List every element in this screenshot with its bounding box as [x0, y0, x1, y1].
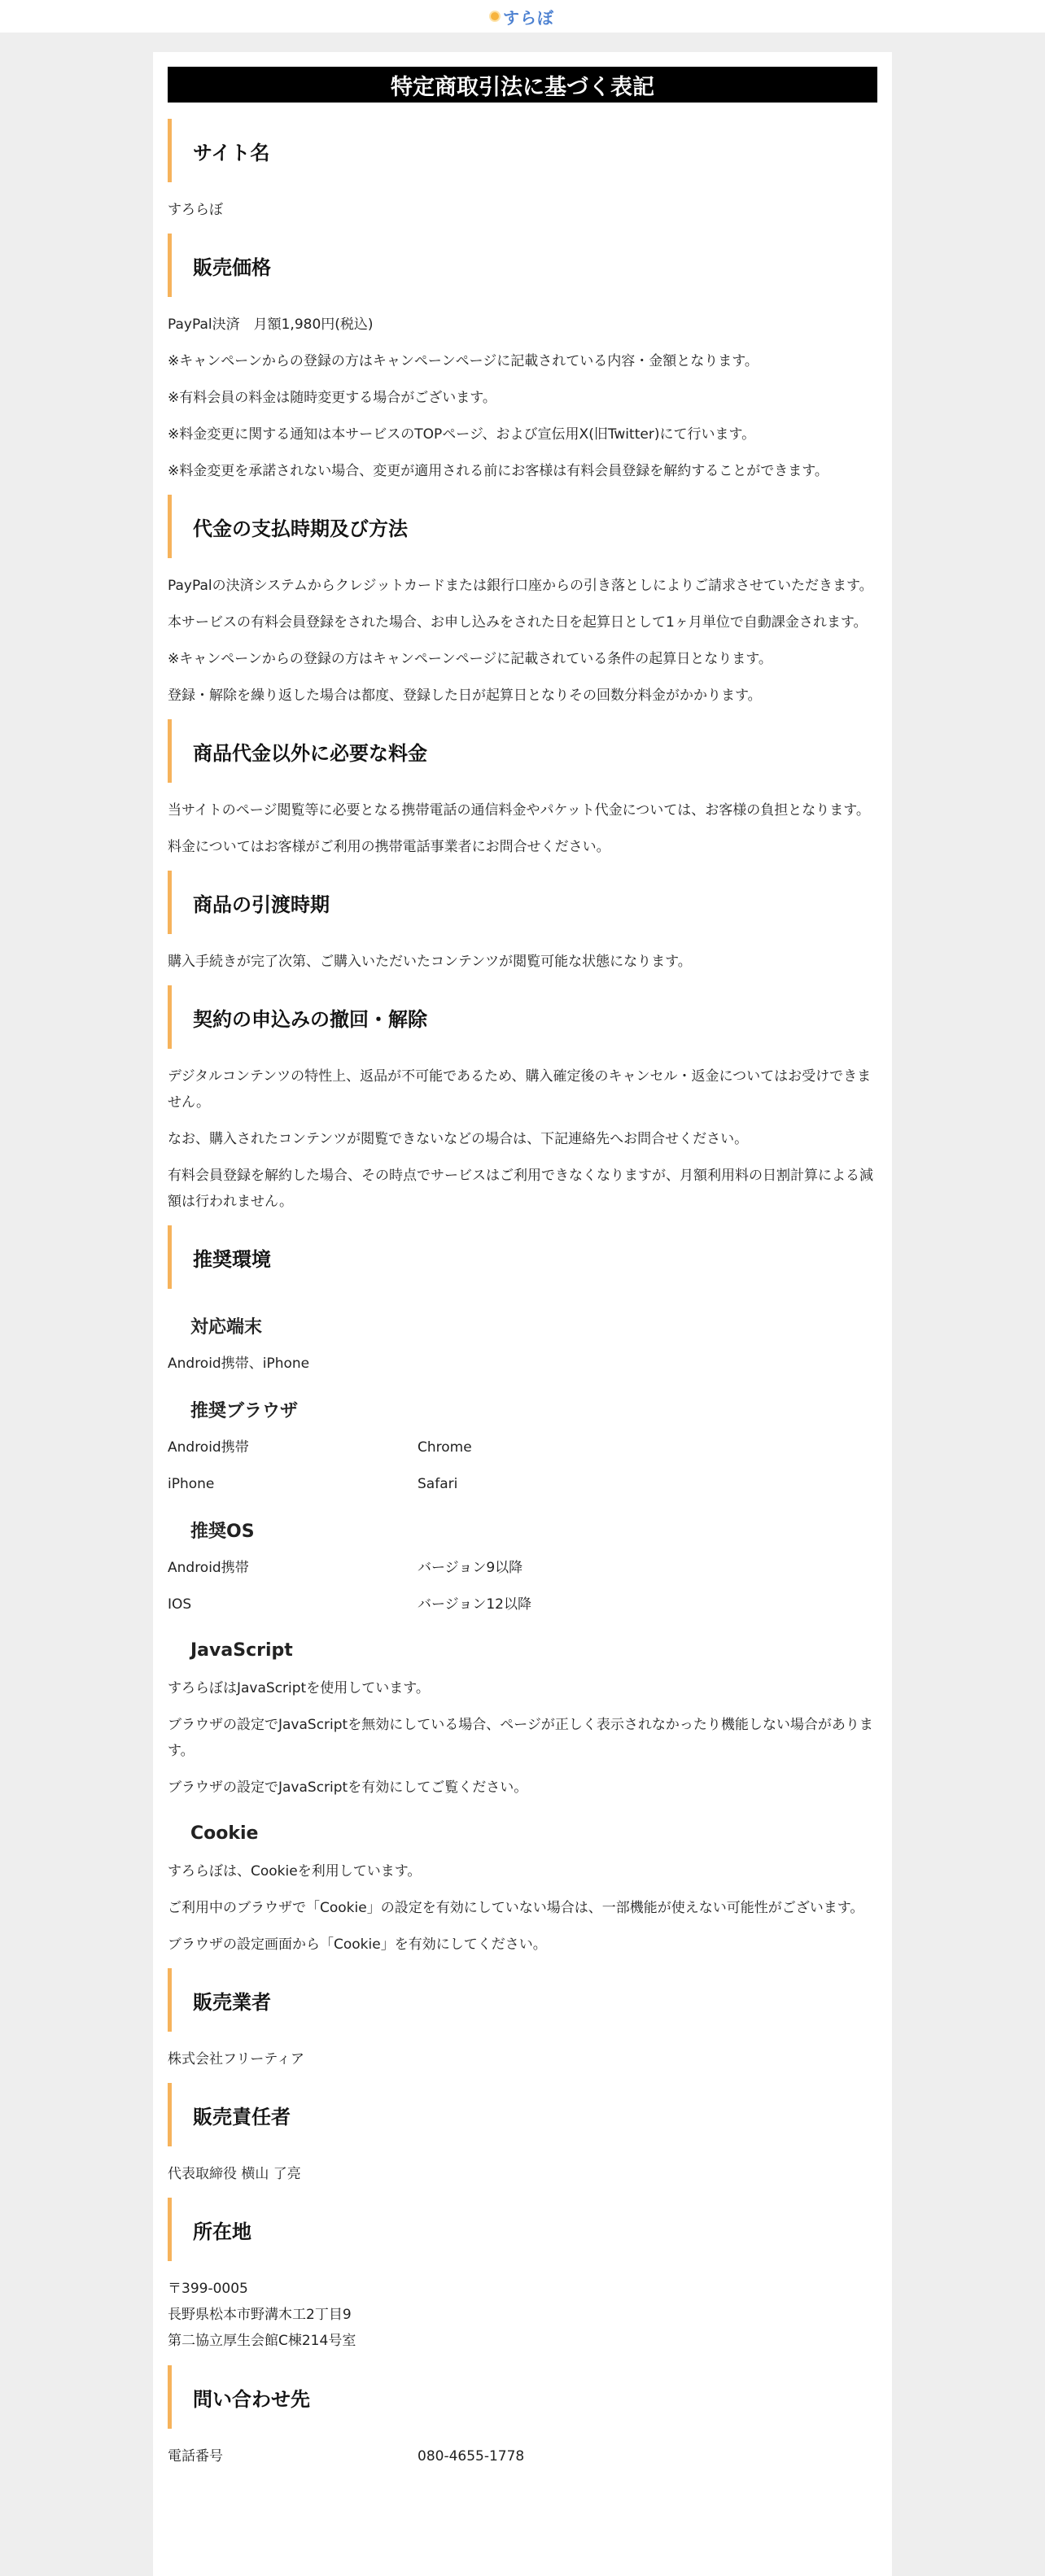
cancellation-line: 有料会員登録を解約した場合、その時点でサービスはご利用できなくなりますが、月額利用料の日割計算による減額は行われません。: [168, 1168, 873, 1210]
payment-line: PayPalの決済システムからクレジットカードまたは銀行口座からの引き落としによりご請求させていただきます。: [168, 578, 873, 594]
os-row: [168, 1591, 877, 1618]
price-line: ※有料会員の料金は随時変更する場合がございます。: [168, 390, 496, 406]
payment-line: 登録・解除を繰り返した場合は都度、登録した日が起算日となりその回数分料金がかかります。: [168, 688, 762, 704]
row-value: Chrome: [418, 1439, 472, 1456]
section-heading: サイト名: [168, 119, 877, 182]
row-key: 電話番号: [168, 2448, 223, 2465]
os-row: [168, 1555, 877, 1581]
cookie-line: ブラウザの設定画面から「Cookie」を有効にしてください。: [168, 1936, 547, 1953]
row-key: Android携帯: [168, 1560, 249, 1576]
browser-row: [168, 1471, 877, 1497]
section-heading: 契約の申込みの撤回・解除: [168, 985, 877, 1049]
section-heading: 代金の支払時期及び方法: [168, 495, 877, 558]
delivery-line: 購入手続きが完了次第、ご購入いただいたコンテンツが閲覧可能な状態になります。: [168, 954, 692, 970]
price-line: ※料金変更を承諾されない場合、変更が適用される前にお客様は有料会員登録を解約することができます。: [168, 463, 829, 479]
sun-icon: [491, 12, 499, 20]
section-contact: [168, 2365, 877, 2469]
section-site-name: [168, 119, 877, 223]
subsection-heading-os: 推奨OS: [190, 1521, 255, 1542]
javascript-line: すろらぼはJavaScriptを使用しています。: [168, 1680, 430, 1696]
subsection-heading-cookie: Cookie: [190, 1823, 259, 1844]
site-name-text: すろらぼ: [168, 202, 223, 218]
javascript-line: ブラウザの設定でJavaScriptを無効にしている場合、ページが正しく表示されなかったり機能しない場合があります。: [168, 1717, 873, 1759]
address-block: [168, 2276, 877, 2354]
section-manager: [168, 2083, 877, 2187]
section-seller: [168, 1968, 877, 2072]
main-card: [153, 52, 892, 2576]
section-payment: [168, 495, 877, 709]
payment-line: 本サービスの有料会員登録をされた場合、お申し込みをされた日を起算日として1ヶ月単位で自動課金されます。: [168, 614, 868, 631]
contact-row: [168, 2443, 877, 2469]
logo-text: すらぼ: [503, 7, 554, 28]
section-cancellation: [168, 985, 877, 1215]
row-value: Safari: [418, 1476, 458, 1492]
section-environment: [168, 1225, 877, 1958]
site-logo[interactable]: [491, 5, 554, 28]
row-key: iPhone: [168, 1476, 215, 1492]
row-key: Android携帯: [168, 1439, 249, 1456]
section-heading: 商品の引渡時期: [168, 871, 877, 934]
section-heading: 推奨環境: [168, 1225, 877, 1289]
section-heading: 販売業者: [168, 1968, 877, 2032]
top-bar: [0, 0, 1045, 33]
price-line: ※キャンペーンからの登録の方はキャンペーンページに記載されている内容・金額となります。: [168, 353, 759, 369]
section-heading: 販売責任者: [168, 2083, 877, 2146]
section-delivery: [168, 871, 877, 975]
javascript-line: ブラウザの設定でJavaScriptを有効にしてご覧ください。: [168, 1779, 528, 1796]
row-value: バージョン12以降: [418, 1596, 531, 1613]
price-line: PayPal決済 月額1,980円(税込): [168, 317, 374, 333]
address-line: 長野県松本市野溝木工2丁目9: [168, 2307, 352, 2323]
subsection-heading-devices: 対応端末: [190, 1316, 263, 1338]
cookie-line: ご利用中のブラウザで「Cookie」の設定を有効にしていない場合は、一部機能が使えない可能性がございます。: [168, 1900, 864, 1916]
section-heading: 所在地: [168, 2198, 877, 2261]
section-extra-fees: [168, 719, 877, 860]
row-value: バージョン9以降: [418, 1560, 523, 1576]
extra-fees-line: 料金についてはお客様がご利用の携帯電話事業者にお問合せください。: [168, 839, 610, 855]
content: [168, 67, 877, 2480]
subsection-heading-javascript: JavaScript: [190, 1639, 293, 1661]
section-heading: 商品代金以外に必要な料金: [168, 719, 877, 783]
section-heading: 販売価格: [168, 234, 877, 297]
browser-row: [168, 1434, 877, 1460]
manager-text: 代表取締役 横山 了亮: [168, 2166, 301, 2182]
row-key: IOS: [168, 1596, 192, 1613]
price-line: ※料金変更に関する通知は本サービスのTOPページ、および宣伝用X(旧Twitter)にて行います。: [168, 426, 756, 443]
subsection-heading-browsers: 推奨ブラウザ: [190, 1400, 299, 1421]
cancellation-line: デジタルコンテンツの特性上、返品が不可能であるため、購入確定後のキャンセル・返金についてはお受けできません。: [168, 1068, 872, 1111]
extra-fees-line: 当サイトのページ閲覧等に必要となる携帯電話の通信料金やパケット代金については、お客様の負担となります。: [168, 802, 870, 819]
phone-number[interactable]: 080-4655-1778: [418, 2448, 525, 2465]
address-line: 第二協立厚生会館C棟214号室: [168, 2333, 356, 2349]
page-title: 特定商取引法に基づく表記: [168, 67, 877, 103]
section-price: [168, 234, 877, 484]
payment-line: ※キャンペーンからの登録の方はキャンペーンページに記載されている条件の起算日となります。: [168, 651, 772, 667]
section-heading: 問い合わせ先: [168, 2365, 877, 2429]
section-address: [168, 2198, 877, 2354]
seller-text: 株式会社フリーティア: [168, 2051, 304, 2067]
cancellation-line: なお、購入されたコンテンツが閲覧できないなどの場合は、下記連絡先へお問合せください。: [168, 1131, 749, 1147]
cookie-line: すろらぼは、Cookieを利用しています。: [168, 1863, 422, 1880]
devices-text: Android携帯、iPhone: [168, 1356, 310, 1372]
address-line: 〒399-0005: [168, 2281, 248, 2297]
